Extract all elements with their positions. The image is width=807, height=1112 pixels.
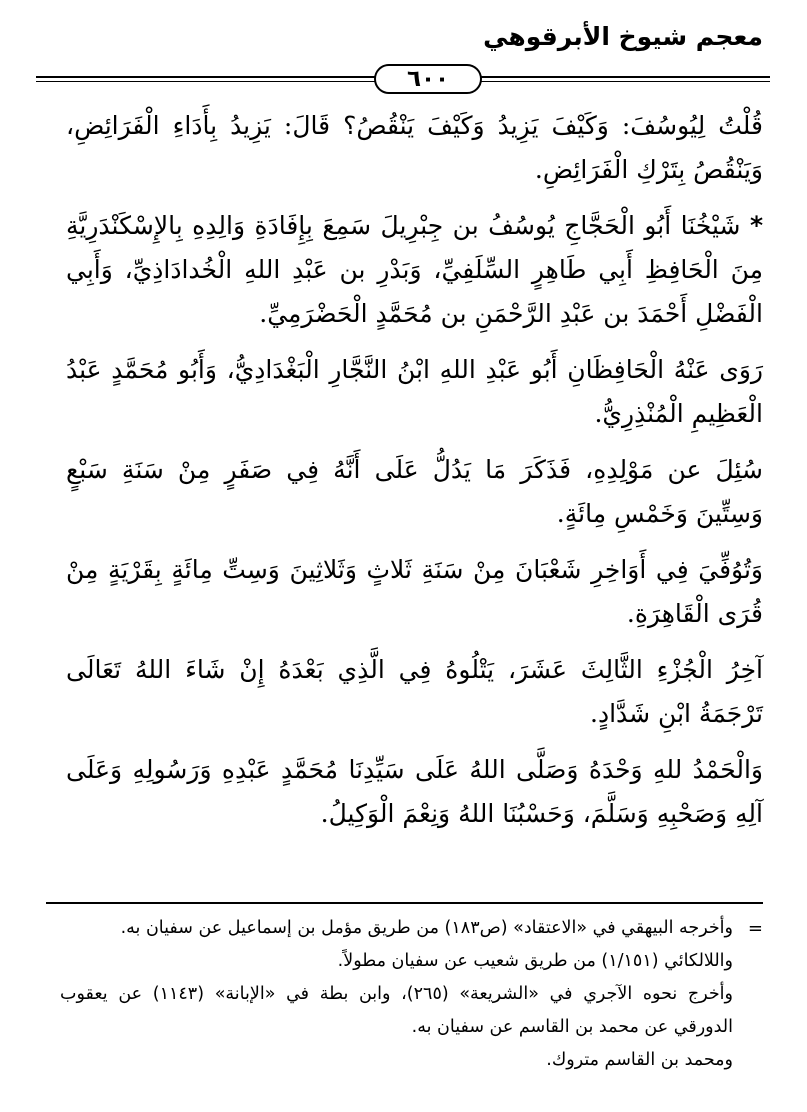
- paragraph: آخِرُ الْجُزْءِ الثَّالِثَ عَشَرَ، يَتْلُوهُ فِي الَّذِي بَعْدَهُ إِنْ شَاءَ اللهُ تَعَالَى تَرْجَمَةُ ابْنِ شَدَّادٍ.: [66, 655, 763, 728]
- running-header-title: معجم شيوخ الأبرقوهي: [483, 22, 763, 51]
- paragraph: * شَيْخُنَا أَبُو الْحَجَّاجِ يُوسُفُ بن جِبْرِيلَ سَمِعَ بِإِفَادَةِ وَالِدِهِ بِالإِسْكَنْدَرِيَّةِ مِنَ الْحَافِظِ أَبِي طَاهِرٍ السِّلَفِيِّ، وَبَدْرِ بن عَبْدِ اللهِ الْخُدادَاذِيِّ، وَأَبِي الْفَضْلِ أَحْمَدَ بن عَبْدِ الرَّحْمَنِ بن مُحَمَّدٍ الْحَضْرَمِيِّ.: [66, 211, 764, 328]
- footnote-body: [60, 912, 733, 1077]
- page-number-text: ٦٠٠: [406, 66, 450, 92]
- paragraph: رَوَى عَنْهُ الْحَافِظَانِ أَبُو عَبْدِ اللهِ ابْنُ النَّجَّارِ الْبَغْدَادِيُّ، وَأَبُو مُحَمَّدٍ عَبْدُ الْعَظِيمِ الْمُنْذِرِيُّ.: [66, 355, 763, 428]
- entry-marker: *: [749, 211, 764, 240]
- paragraph: وَالْحَمْدُ للهِ وَحْدَهُ وَصَلَّى اللهُ عَلَى سَيِّدِنَا مُحَمَّدٍ عَبْدِهِ وَرَسُولِهِ وَعَلَى آلِهِ وَصَحْبِهِ وَسَلَّمَ، وَحَسْبُنَا اللهُ وَنِعْمَ الْوَكِيلُ.: [66, 755, 764, 828]
- footnote-line: وأخرجه البيهقي في «الاعتقاد» (ص١٨٣) من طريق مؤمل بن إسماعيل عن سفيان به.: [120, 918, 733, 938]
- footnote-separator: [46, 902, 763, 904]
- continuation-mark: =: [747, 918, 763, 939]
- paragraph: سُئِلَ عن مَوْلِدِهِ، فَذَكَرَ مَا يَدُلُّ عَلَى أَنَّهُ فِي صَفَرٍ مِنْ سَنَةِ سَبْعٍ وَسِتِّينَ وَخَمْسِ مِائَةٍ.: [66, 455, 763, 528]
- footnote-line: وأخرج نحوه الآجري في «الشريعة» (٢٦٥)، وابن بطة في «الإبانة» (١١٤٣) عن يعقوب الدورقي عن محمد بن القاسم عن سفيان به.: [60, 984, 733, 1037]
- footnote-line: ومحمد بن القاسم متروك.: [546, 1050, 733, 1070]
- footnote-line: واللالكائي (١/١٥١) من طريق شعيب عن سفيان مطولاً.: [337, 951, 733, 971]
- footnotes: [60, 912, 763, 1077]
- page-number: [374, 64, 482, 94]
- paragraph: وَتُوُفِّيَ فِي أَوَاخِرِ شَعْبَانَ مِنْ سَنَةِ ثَلاثٍ وَثَلاثِينَ وَسِتِّ مِائَةٍ بِقَرْيَةٍ مِنْ قُرَى الْقَاهِرَةِ.: [66, 555, 763, 628]
- paragraph: قُلْتُ لِيُوسُفَ: وَكَيْفَ يَزِيدُ وَكَيْفَ يَنْقُصُ؟ قَالَ: يَزِيدُ بِأَدَاءِ الْفَرَائِضِ، وَيَنْقُصُ بِتَرْكِ الْفَرَائِضِ.: [66, 111, 763, 184]
- main-text: [66, 104, 763, 848]
